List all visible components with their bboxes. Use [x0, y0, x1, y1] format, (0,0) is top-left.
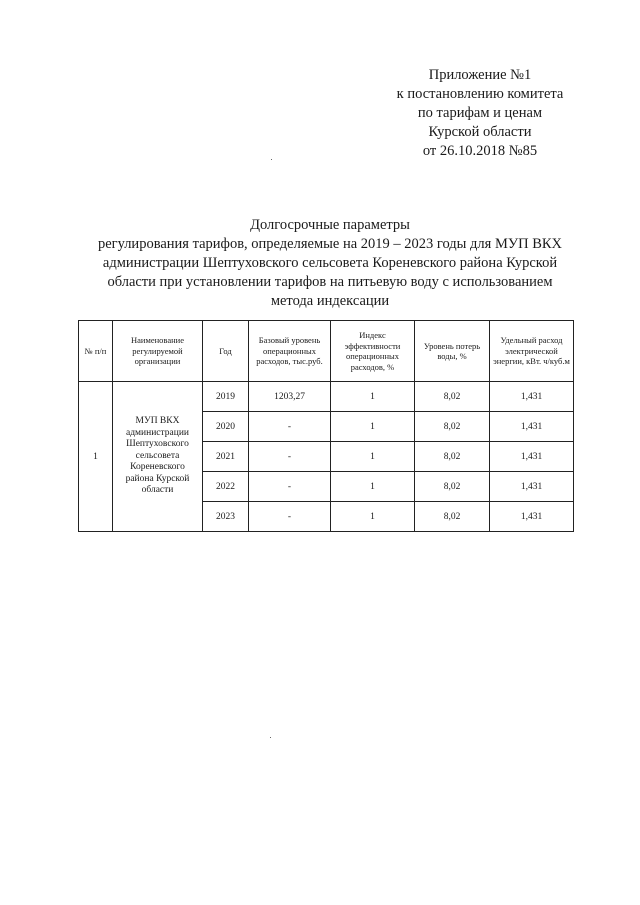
organization-name: МУП ВКХ администрации Шептуховского сельсовета Кореневского района Курской области: [113, 382, 203, 532]
header-number: № п/п: [79, 321, 113, 382]
cell-year: 2022: [203, 472, 249, 502]
scan-speck: [271, 159, 272, 160]
title-line-3: администрации Шептуховского сельсовета Кореневского района Курской: [102, 255, 558, 271]
cell-efficiency-index: 1: [331, 442, 415, 472]
appendix-block: [370, 66, 590, 161]
appendix-line-3: по тарифам и ценам: [417, 105, 543, 121]
header-water-loss: Уровень потерь воды, %: [415, 321, 490, 382]
appendix-line-4: Курской области: [428, 124, 532, 140]
header-energy-consumption: Удельный расход электрической энергии, кВт. ч/куб.м: [490, 321, 574, 382]
cell-water-loss: 8,02: [415, 382, 490, 412]
scan-speck: [270, 737, 271, 738]
parameters-table: [78, 320, 574, 532]
document-title: [70, 216, 590, 311]
title-line-2: регулирования тарифов, определяемые на 2019 – 2023 годы для МУП ВКХ: [97, 236, 563, 252]
cell-year: 2023: [203, 502, 249, 532]
cell-energy: 1,431: [490, 382, 574, 412]
cell-efficiency-index: 1: [331, 412, 415, 442]
cell-year: 2020: [203, 412, 249, 442]
cell-base-opex: -: [249, 412, 331, 442]
appendix-line-2: к постановлению комитета: [396, 86, 564, 102]
cell-efficiency-index: 1: [331, 472, 415, 502]
cell-year: 2019: [203, 382, 249, 412]
cell-water-loss: 8,02: [415, 472, 490, 502]
cell-water-loss: 8,02: [415, 502, 490, 532]
title-line-1: Долгосрочные параметры: [250, 217, 410, 233]
cell-energy: 1,431: [490, 502, 574, 532]
header-year: Год: [203, 321, 249, 382]
cell-base-opex: 1203,27: [249, 382, 331, 412]
cell-base-opex: -: [249, 442, 331, 472]
title-line-5: метода индексации: [270, 293, 390, 309]
appendix-line-1: Приложение №1: [428, 67, 532, 83]
cell-efficiency-index: 1: [331, 502, 415, 532]
appendix-line-5: от 26.10.2018 №85: [422, 143, 538, 159]
cell-energy: 1,431: [490, 442, 574, 472]
cell-base-opex: -: [249, 502, 331, 532]
title-line-4: области при установлении тарифов на питьевую воду с использованием: [107, 274, 553, 290]
cell-base-opex: -: [249, 472, 331, 502]
cell-efficiency-index: 1: [331, 382, 415, 412]
header-organization: Наименование регулируемой организации: [113, 321, 203, 382]
cell-water-loss: 8,02: [415, 412, 490, 442]
table-row: [79, 382, 574, 412]
table-header-row: [79, 321, 574, 382]
header-base-opex: Базовый уровень операционных расходов, тыс.руб.: [249, 321, 331, 382]
cell-water-loss: 8,02: [415, 442, 490, 472]
cell-energy: 1,431: [490, 412, 574, 442]
row-number: 1: [79, 382, 113, 532]
cell-energy: 1,431: [490, 472, 574, 502]
header-efficiency-index: Индекс эффективности операционных расходов, %: [331, 321, 415, 382]
cell-year: 2021: [203, 442, 249, 472]
